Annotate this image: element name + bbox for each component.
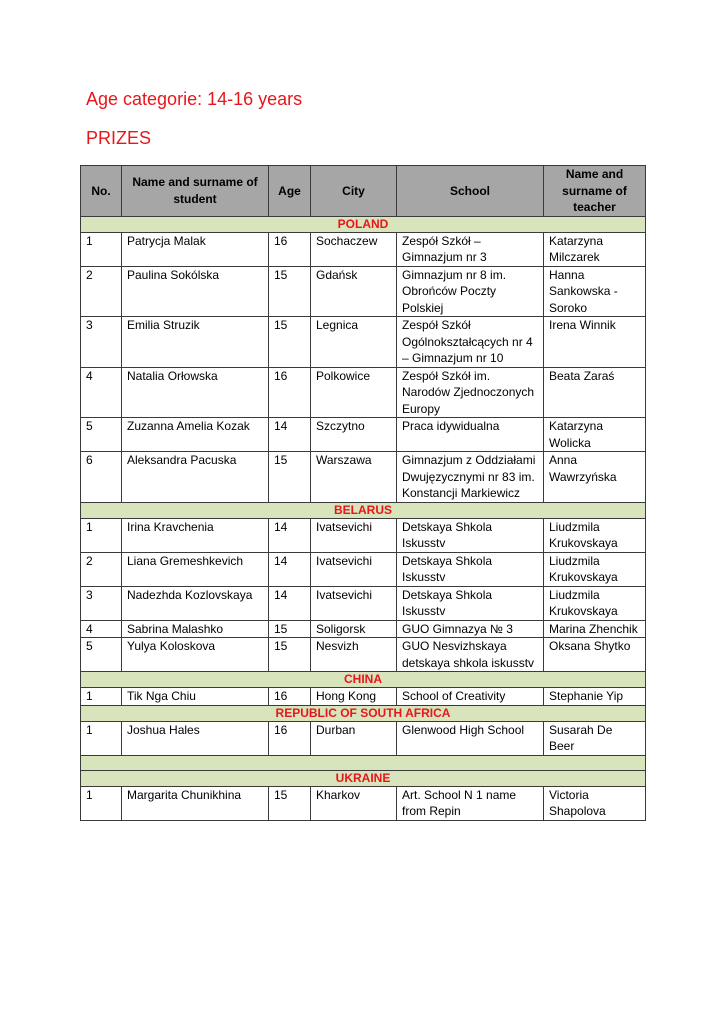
cell-student: Nadezhda Kozlovskaya [122,586,269,620]
table-row [81,418,646,452]
cell-student: Aleksandra Pacuska [122,452,269,503]
cell-student: Margarita Chunikhina [122,786,269,820]
cell-school: Praca idywidualna [397,418,544,452]
cell-city: Ivatsevichi [311,518,397,552]
cell-city: Szczytno [311,418,397,452]
table-row [81,552,646,586]
cell-student: Paulina Sokólska [122,266,269,317]
cell-no: 5 [81,638,122,672]
cell-school: Zespół Szkół Ogólnokształcących nr 4 – Gimnazjum nr 10 [397,317,544,368]
cell-teacher: Katarzyna Milczarek [544,232,646,266]
spacer-cell [81,755,646,770]
cell-teacher: Marina Zhenchik [544,620,646,638]
cell-school: Zespół Szkół im. Narodów Zjednoczonych Europy [397,367,544,418]
table-row [81,317,646,368]
cell-city: Kharkov [311,786,397,820]
cell-age: 16 [269,688,311,706]
cell-age: 16 [269,367,311,418]
prizes-table [80,165,646,821]
cell-student: Joshua Hales [122,721,269,755]
country-label: POLAND [81,216,646,232]
cell-city: Ivatsevichi [311,552,397,586]
cell-age: 15 [269,638,311,672]
section-title: PRIZES [86,128,152,148]
table-row [81,452,646,503]
cell-school: Zespół Szkół – Gimnazjum nr 3 [397,232,544,266]
cell-age: 15 [269,266,311,317]
cell-no: 4 [81,620,122,638]
country-label: REPUBLIC OF SOUTH AFRICA [81,705,646,721]
cell-teacher: Victoria Shapolova [544,786,646,820]
cell-age: 14 [269,418,311,452]
cell-school: Gimnazjum z Oddziałami Dwujęzycznymi nr 83 im. Konstancji Markiewicz [397,452,544,503]
cell-school: Detskaya Shkola Iskusstv [397,552,544,586]
cell-city: Sochaczew [311,232,397,266]
table-row [81,688,646,706]
country-row [81,216,646,232]
cell-city: Polkowice [311,367,397,418]
cell-teacher: Irena Winnik [544,317,646,368]
country-row [81,502,646,518]
cell-school: Detskaya Shkola Iskusstv [397,518,544,552]
cell-school: Gimnazjum nr 8 im. Obrońców Poczty Polskiej [397,266,544,317]
cell-city: Legnica [311,317,397,368]
cell-school: Glenwood High School [397,721,544,755]
cell-teacher: Beata Zaraś [544,367,646,418]
cell-age: 15 [269,452,311,503]
cell-no: 6 [81,452,122,503]
cell-student: Irina Kravchenia [122,518,269,552]
cell-age: 15 [269,620,311,638]
cell-no: 4 [81,367,122,418]
page-title: Age categorie: 14-16 years [86,89,303,109]
cell-city: Warszawa [311,452,397,503]
cell-age: 14 [269,518,311,552]
cell-teacher: Liudzmila Krukovskaya [544,552,646,586]
cell-no: 5 [81,418,122,452]
cell-school: School of Creativity [397,688,544,706]
cell-student: Yulya Koloskova [122,638,269,672]
header-school: School [397,166,544,217]
table-row [81,367,646,418]
cell-age: 16 [269,721,311,755]
country-label: UKRAINE [81,770,646,786]
spacer-row [81,755,646,770]
cell-city: Gdańsk [311,266,397,317]
cell-student: Zuzanna Amelia Kozak [122,418,269,452]
cell-age: 14 [269,586,311,620]
cell-student: Patrycja Malak [122,232,269,266]
header-no: No. [81,166,122,217]
cell-student: Tik Nga Chiu [122,688,269,706]
header-teacher: Name and surname of teacher [544,166,646,217]
table-body [81,216,646,820]
cell-no: 1 [81,688,122,706]
table-row [81,586,646,620]
cell-teacher: Stephanie Yip [544,688,646,706]
table-row [81,721,646,755]
country-label: BELARUS [81,502,646,518]
cell-city: Durban [311,721,397,755]
cell-teacher: Susarah De Beer [544,721,646,755]
cell-no: 3 [81,317,122,368]
cell-student: Emilia Struzik [122,317,269,368]
table-row [81,620,646,638]
cell-city: Ivatsevichi [311,586,397,620]
cell-no: 2 [81,266,122,317]
table-row [81,786,646,820]
country-row [81,770,646,786]
cell-student: Natalia Orłowska [122,367,269,418]
cell-school: GUO Nesvizhskaya detskaya shkola iskusstv [397,638,544,672]
header-age: Age [269,166,311,217]
cell-no: 1 [81,786,122,820]
cell-school: Detskaya Shkola Iskusstv [397,586,544,620]
table-row [81,232,646,266]
cell-school: GUO Gimnazya № 3 [397,620,544,638]
header-student: Name and surname of student [122,166,269,217]
country-row [81,672,646,688]
cell-teacher: Hanna Sankowska - Soroko [544,266,646,317]
cell-student: Sabrina Malashko [122,620,269,638]
header-city: City [311,166,397,217]
cell-teacher: Liudzmila Krukovskaya [544,586,646,620]
cell-teacher: Katarzyna Wolicka [544,418,646,452]
table-row [81,518,646,552]
cell-age: 15 [269,317,311,368]
cell-no: 1 [81,518,122,552]
table-row [81,638,646,672]
table-row [81,266,646,317]
cell-no: 1 [81,721,122,755]
country-row [81,705,646,721]
cell-student: Liana Gremeshkevich [122,552,269,586]
cell-city: Nesvizh [311,638,397,672]
cell-age: 16 [269,232,311,266]
cell-age: 15 [269,786,311,820]
cell-city: Hong Kong [311,688,397,706]
cell-no: 1 [81,232,122,266]
cell-teacher: Anna Wawrzyńska [544,452,646,503]
cell-teacher: Oksana Shytko [544,638,646,672]
cell-city: Soligorsk [311,620,397,638]
cell-no: 2 [81,552,122,586]
country-label: CHINA [81,672,646,688]
table-header-row [81,166,646,217]
cell-age: 14 [269,552,311,586]
cell-no: 3 [81,586,122,620]
cell-school: Art. School N 1 name from Repin [397,786,544,820]
cell-teacher: Liudzmila Krukovskaya [544,518,646,552]
